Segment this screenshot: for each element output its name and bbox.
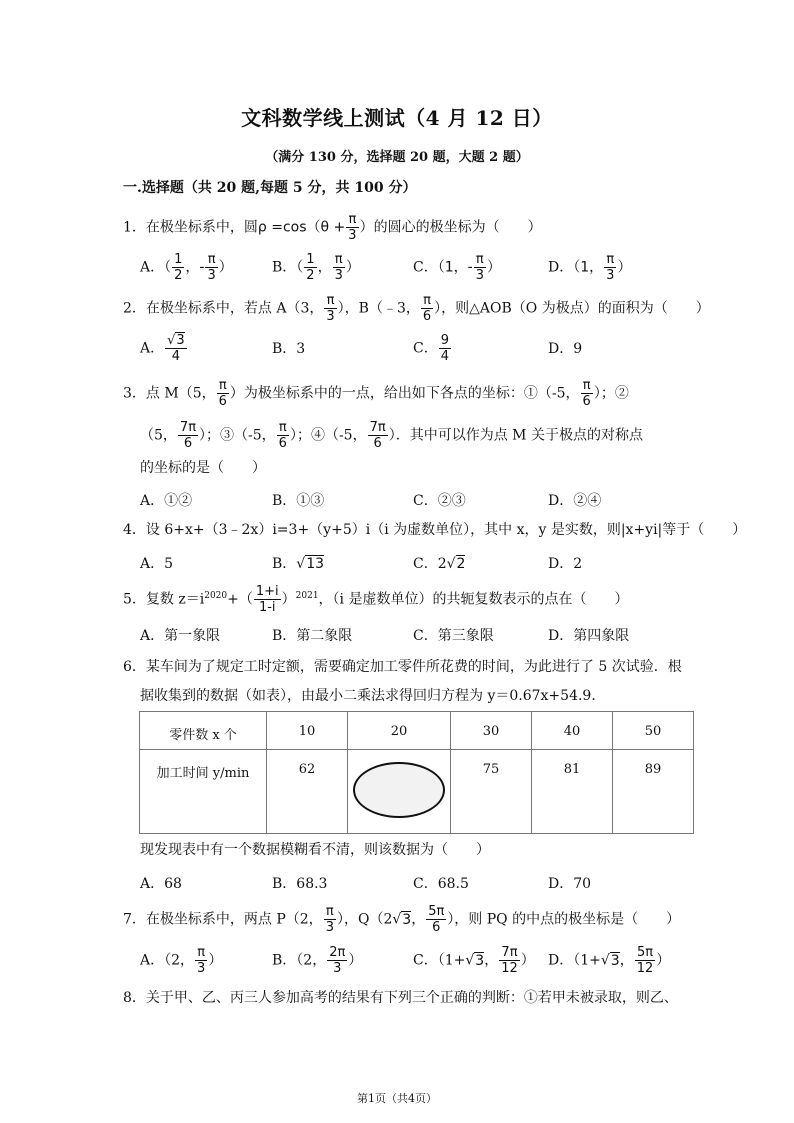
q4-option-c[interactable]: C．2√2	[413, 556, 466, 572]
q4-option-d[interactable]: D．2	[548, 556, 583, 572]
q1-option-c[interactable]: C．（1，- $\frac{\pi}{3}$ ）	[413, 252, 501, 283]
question-6-line-2: 据收集到的数据（如表），由最小二乘法求得回归方程为 y＝0.67x+54.9．	[140, 688, 606, 704]
table-cell: 零件数 x 个	[140, 712, 267, 750]
q1-option-d[interactable]: D．（1， $\frac{\pi}{3}$ ）	[548, 252, 632, 283]
q2-option-d[interactable]: D．9	[548, 341, 583, 357]
q5-option-c[interactable]: C．第三象限	[413, 628, 494, 644]
table-cell: 30	[451, 712, 532, 750]
table-cell: 50	[613, 712, 694, 750]
table-cell: 75	[451, 750, 532, 834]
question-3-line-3: 的坐标的是（ ）	[140, 460, 266, 476]
question-2: 2．在极坐标系中，若点 A（3， $\frac{\pi}{3}$ ），B（﹣3， $\frac{\pi}{6}$ ），则△AOB（O 为极点）的面积为（ ）	[123, 293, 710, 324]
q7-option-b[interactable]: B．（2， $\frac{2\pi}{3}$ ）	[272, 945, 363, 976]
page-subtitle: （满分 130 分，选择题 20 题，大题 2 题）	[265, 150, 529, 165]
data-table	[139, 711, 694, 834]
question-1: 1．在极坐标系中，圆ρ =cos（θ + $\frac{\pi}{3}$ ）的圆心的极坐标为（ ）	[123, 212, 542, 243]
question-8-line-1: 8．关于甲、乙、丙三人参加高考的结果有下列三个正确的判断：①若甲未被录取，则乙、	[123, 990, 678, 1006]
q4-option-b[interactable]: B．√13	[272, 556, 325, 572]
q3-option-d[interactable]: D．②④	[548, 493, 602, 509]
table-cell: 89	[613, 750, 694, 834]
q7-option-c[interactable]: C．（1+√3， $\frac{7\pi}{12}$ ）	[413, 945, 535, 976]
fraction: $\frac{\pi}{3}$	[348, 212, 357, 243]
q5-option-b[interactable]: B．第二象限	[272, 628, 353, 644]
question-4: 4．设 6+x+（3﹣2x）i=3+（y+5）i（i 为虚数单位），其中 x，y 是实数，则|x+yi|等于（ ）	[123, 522, 747, 538]
table-row	[140, 750, 694, 834]
q2-option-a[interactable]: A． $\frac{√3}{4}$	[140, 333, 185, 364]
table-cell: 81	[532, 750, 613, 834]
page-footer: 第1页（共4页）	[357, 1092, 437, 1105]
question-6-after: 现发现表中有一个数据模糊看不清，则该数据为（ ）	[140, 842, 490, 858]
table-cell: 20	[348, 712, 451, 750]
q3-option-a[interactable]: A．①②	[140, 493, 193, 509]
q6-option-d[interactable]: D．70	[548, 876, 592, 892]
q3-option-c[interactable]: C．②③	[413, 493, 466, 509]
table-cell: 10	[267, 712, 348, 750]
table-row	[140, 712, 694, 750]
blur-ellipse	[353, 762, 445, 818]
section-heading: 一.选择题（共 20 题,每题 5 分，共 100 分）	[123, 180, 417, 196]
q6-option-a[interactable]: A．68	[140, 876, 182, 892]
q5-option-a[interactable]: A．第一象限	[140, 628, 221, 644]
table-cell: 加工时间 y/min	[140, 750, 267, 834]
table-cell: 62	[267, 750, 348, 834]
q1-option-a[interactable]: A．（ $\frac{1}{2}$ ，- $\frac{\pi}{3}$ ）	[140, 252, 233, 283]
table-cell: 40	[532, 712, 613, 750]
question-5: 5．复数 $z=i^{2020}+$（ $\frac{1+i}{1-i}$ ）$^{2021}$，（i 是虚数单位）的共轭复数表示的点在（ ）	[123, 584, 629, 615]
question-3-line-2: （5， $\frac{7\pi}{6}$ ）；③（-5， $\frac{\pi}{6}$ ）；④（-5， $\frac{7\pi}{6}$ ）．其中可以作为点 M 关于极点的对称点	[140, 420, 643, 451]
question-3-line-1: 3．点 M（5， $\frac{\pi}{6}$ ）为极坐标系中的一点，给出如下各点的坐标：①（-5， $\frac{\pi}{6}$ ）；②	[123, 378, 629, 409]
q7-option-a[interactable]: A．（2， $\frac{\pi}{3}$ ）	[140, 945, 223, 976]
q7-option-d[interactable]: D．（1+√3， $\frac{5\pi}{12}$ ）	[548, 945, 671, 976]
q3-option-b[interactable]: B．①③	[272, 493, 325, 509]
blurred-cell	[348, 750, 451, 834]
page-title: 文科数学线上测试（4 月 12 日）	[241, 106, 553, 130]
question-7: 7．在极坐标系中，两点 P（2， $\frac{\pi}{3}$ ），Q（2√3， $\frac{5\pi}{6}$ ），则 PQ 的中点的极坐标是（ ）	[123, 904, 681, 935]
question-6-line-1: 6．某车间为了规定工时定额，需要确定加工零件所花费的时间，为此进行了 5 次试验．根	[123, 659, 682, 675]
q5-option-d[interactable]: D．第四象限	[548, 628, 630, 644]
q2-option-c[interactable]: C． $\frac{9}{4}$	[413, 333, 449, 364]
q6-option-c[interactable]: C．68.5	[413, 876, 469, 892]
q6-option-b[interactable]: B．68.3	[272, 876, 328, 892]
q2-option-b[interactable]: B．3	[272, 341, 306, 357]
q1-option-b[interactable]: B．（ $\frac{1}{2}$ ， $\frac{\pi}{3}$ ）	[272, 252, 360, 283]
q4-option-a[interactable]: A．5	[140, 556, 174, 572]
